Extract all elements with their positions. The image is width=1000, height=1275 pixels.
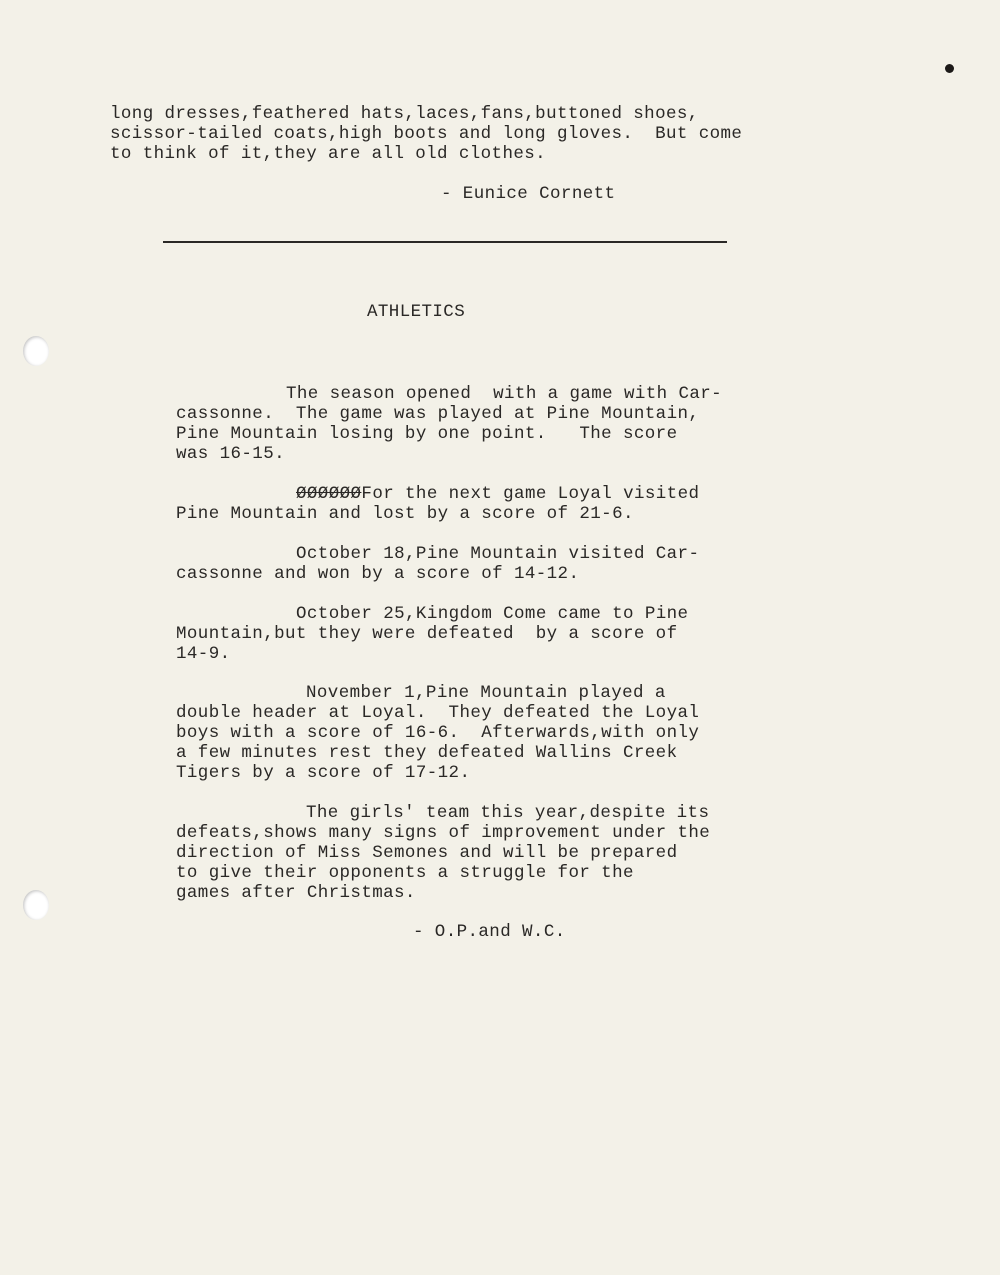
intro-line: to think of it,they are all old clothes.	[110, 144, 547, 164]
paragraph-line: defeats,shows many signs of improvement under the	[176, 823, 711, 843]
athletics-signature: - O.P.and W.C.	[413, 922, 566, 942]
paragraph-line: November 1,Pine Mountain played a	[306, 683, 666, 703]
paragraph-line: October 25,Kingdom Come came to Pine	[296, 604, 689, 624]
punch-hole-top	[23, 336, 49, 366]
paragraph-line: The season opened with a game with Car-	[286, 384, 723, 404]
paragraph-line: double header at Loyal. They defeated the Loyal	[176, 703, 700, 723]
punch-hole-bottom	[23, 890, 49, 920]
paragraph-line-text: For the next game Loyal visited	[361, 484, 700, 504]
ink-dot	[945, 64, 954, 73]
struck-out-text: ØØØØØØ	[296, 484, 362, 504]
paragraph-line: Tigers by a score of 17-12.	[176, 763, 471, 783]
paragraph-line: cassonne. The game was played at Pine Mountain,	[176, 404, 700, 424]
paragraph-line: Mountain,but they were defeated by a score of	[176, 624, 678, 644]
paragraph-line: was 16-15.	[176, 444, 286, 464]
paragraph-line: October 18,Pine Mountain visited Car-	[296, 544, 700, 564]
paragraph-line: Pine Mountain and lost by a score of 21-6.	[176, 504, 634, 524]
paragraph-line: The girls' team this year,despite its	[306, 803, 710, 823]
intro-line: long dresses,feathered hats,laces,fans,buttoned shoes,	[110, 104, 699, 124]
paragraph-line: boys with a score of 16-6. Afterwards,with only	[176, 723, 700, 743]
paragraph-line: Pine Mountain losing by one point. The score	[176, 424, 678, 444]
intro-signature: - Eunice Cornett	[441, 184, 616, 204]
intro-line: scissor-tailed coats,high boots and long gloves. But come	[110, 124, 743, 144]
paragraph-line: 14-9.	[176, 644, 231, 664]
section-divider	[163, 241, 727, 243]
paragraph-line: to give their opponents a struggle for the	[176, 863, 634, 883]
paragraph-line	[296, 484, 699, 504]
section-heading: ATHLETICS	[367, 302, 466, 322]
paragraph-line: games after Christmas.	[176, 883, 416, 903]
paragraph-line: cassonne and won by a score of 14-12.	[176, 564, 580, 584]
paragraph-line: a few minutes rest they defeated Wallins Creek	[176, 743, 678, 763]
paragraph-line: direction of Miss Semones and will be prepared	[176, 843, 678, 863]
